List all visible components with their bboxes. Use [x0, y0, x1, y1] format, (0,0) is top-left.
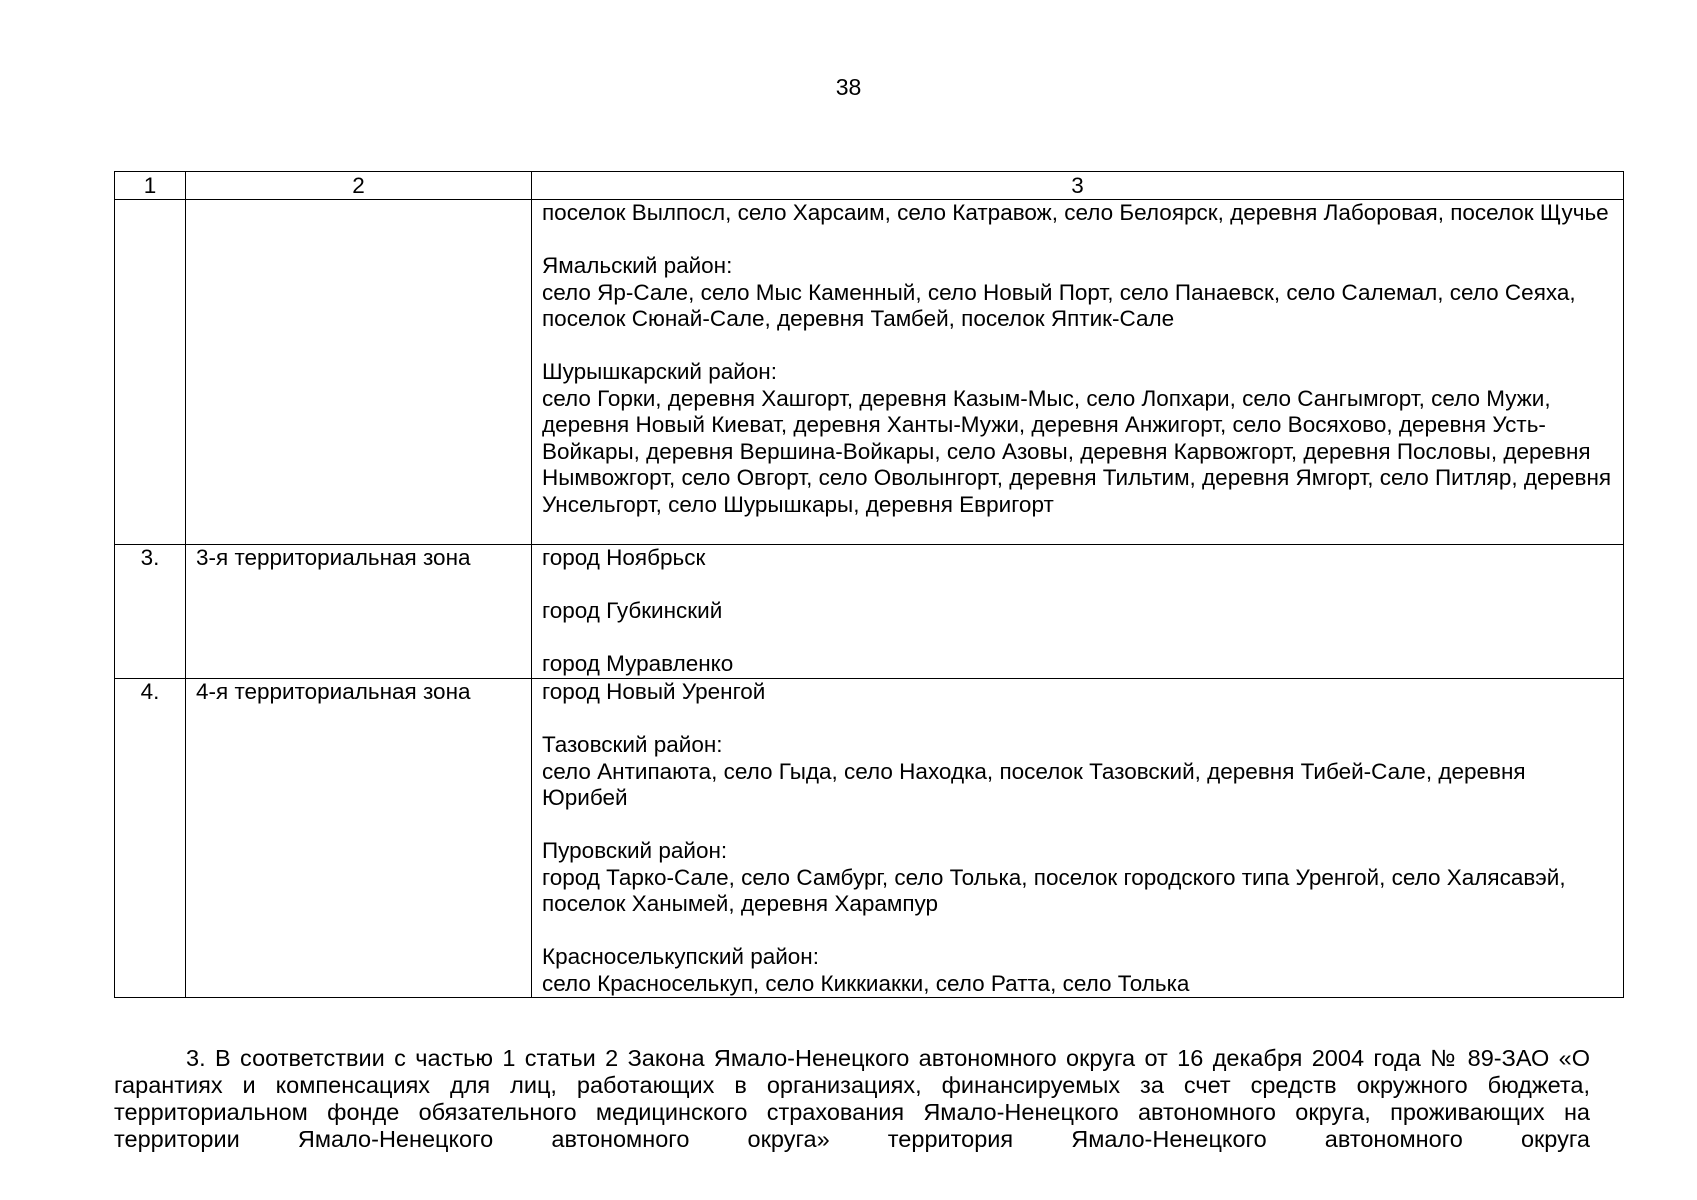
territorial-zones-table	[114, 171, 1624, 998]
settlements-cell	[532, 545, 1624, 679]
row-number-cell: 4.	[115, 679, 186, 998]
settlement-list: село Красноселькуп, село Киккиакки, село Ратта, село Толька	[542, 970, 1190, 996]
table-row-continuation	[115, 200, 1624, 545]
row-number-cell	[115, 200, 186, 545]
city-name: город Ноябрьск	[542, 545, 706, 570]
settlement-list: город Тарко-Сале, село Самбург, село Толька, поселок городского типа Уренгой, село Халясавэй, поселок Ханымей, деревня Харампур	[542, 864, 1566, 916]
district-heading: Пуровский район:	[542, 838, 728, 863]
settlement-list: село Горки, деревня Хашгорт, деревня Казым-Мыс, село Лопхари, село Сангымгорт, село Мужи, деревня Новый Киеват, деревня Ханты-Мужи, деревня Анжигорт, село Восяхово, деревня Усть-Войкары, деревня Вершина-Войкары, село Азовы, деревня Карвожгорт, деревня Пословы, деревня Нымвожгорт, село Овгорт, село Оволынгорт, деревня Тильтим, деревня Ямгорт, село Питляр, деревня Унсельгорт, село Шурышкары, деревня Евригорт	[542, 385, 1612, 517]
settlement-list: село Яр-Сале, село Мыс Каменный, село Новый Порт, село Панаевск, село Салемал, село Сеяха, поселок Сюнай-Сале, деревня Тамбей, поселок Яптик-Сале	[542, 279, 1576, 331]
settlement-list: село Антипаюта, село Гыда, село Находка, поселок Тазовский, деревня Тибей-Сале, деревня Юрибей	[542, 758, 1526, 810]
header-col-1: 1	[115, 172, 186, 200]
table-row-zone-4	[115, 679, 1624, 998]
header-col-3: 3	[532, 172, 1624, 200]
district-heading: Красноселькупский район:	[542, 944, 819, 969]
settlements-cell	[532, 679, 1624, 998]
city-name: город Муравленко	[542, 651, 734, 676]
city-name: город Губкинский	[542, 598, 723, 623]
district-heading: Ямальский район:	[542, 253, 733, 278]
row-number-cell: 3.	[115, 545, 186, 679]
district-heading: Тазовский район:	[542, 732, 723, 757]
district-heading: Шурышкарский район:	[542, 359, 777, 384]
zone-name-cell	[186, 200, 532, 545]
header-col-2: 2	[186, 172, 532, 200]
settlement-list: поселок Вылпосл, село Харсаим, село Катравож, село Белоярск, деревня Лаборовая, поселок Щучье	[542, 200, 1609, 225]
city-name: город Новый Уренгой	[542, 679, 766, 704]
table-header-row	[115, 172, 1624, 200]
zone-name-cell: 3-я территориальная зона	[186, 545, 532, 679]
body-paragraph: 3. В соответствии с частью 1 статьи 2 Закона Ямало-Ненецкого автономного округа от 16 декабря 2004 года № 89-ЗАО «О гарантиях и компенсациях для лиц, работающих в организациях, финансируемых за счет средств окружного бюджета, территориальном фонде обязательного медицинского страхования Ямало-Ненецкого автономного округа, проживающих на территории Ямало-Ненецкого автономного округа» территория Ямало-Ненецкого автономного округа	[114, 1044, 1590, 1152]
zone-name-cell: 4-я территориальная зона	[186, 679, 532, 998]
table-row-zone-3	[115, 545, 1624, 679]
settlements-cell	[532, 200, 1624, 545]
page-number: 38	[835, 74, 862, 100]
